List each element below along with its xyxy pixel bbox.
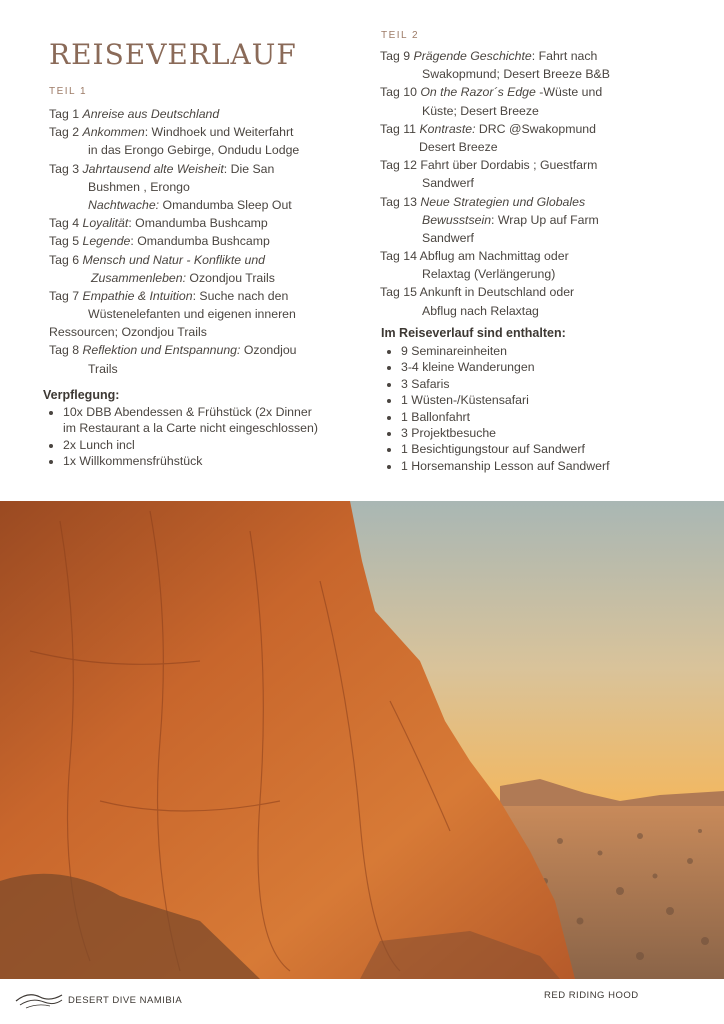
line-text: Relaxtag (Verlängerung) <box>422 267 556 282</box>
line-text: : Windhoek und Weiterfahrt <box>144 125 294 140</box>
line-text: Tag 5 <box>49 234 83 249</box>
line-emphasis: Mensch und Natur - Konflikte und <box>82 252 266 267</box>
line-text: : Wrap Up auf Farm <box>491 212 599 227</box>
line-emphasis: Kontraste: <box>419 121 476 136</box>
line-text: Ozondjou Trails <box>186 270 275 285</box>
line-emphasis: Legende <box>82 234 131 249</box>
itinerary-line <box>49 305 299 323</box>
itinerary-line <box>380 138 610 156</box>
itinerary-line <box>49 196 299 214</box>
line-text: : Omandumba Bushcamp <box>128 216 268 231</box>
list-item: im Restaurant a la Carte nicht eingeschlossen) <box>63 421 318 436</box>
itinerary-line <box>49 141 299 159</box>
itinerary-line <box>380 211 610 229</box>
line-emphasis: On the Razor´s Edge <box>420 85 536 100</box>
itinerary-line <box>380 174 610 192</box>
line-emphasis: Bewusstsein <box>422 212 492 227</box>
line-text: Bushmen , Erongo <box>88 179 190 194</box>
list-item: • 3 Projektbesuche <box>401 425 609 441</box>
line-text: Tag 1 <box>49 107 83 121</box>
line-text: Tag 3 <box>49 161 83 176</box>
itinerary-line <box>49 251 299 269</box>
line-text: : Omandumba Bushcamp <box>130 234 270 249</box>
itinerary-line <box>49 178 299 196</box>
itinerary-line <box>49 341 299 359</box>
line-text: Tag 11 <box>380 121 420 136</box>
itinerary-line <box>49 160 299 178</box>
itinerary-line <box>380 229 610 247</box>
desert-dive-logo-icon <box>14 987 64 1011</box>
line-emphasis: Zusammenleben: <box>91 270 187 285</box>
line-text: DRC @Swakopmund <box>475 121 596 136</box>
line-text: Wüstenelefanten und eigenen inneren <box>88 307 296 322</box>
line-text: Ressourcen; Ozondjou Trails <box>49 325 207 340</box>
list-item: • 1 Besichtigungstour auf Sandwerf <box>401 441 609 457</box>
line-text: Tag 15 Ankunft in Deutschland oder <box>380 285 575 300</box>
teil1-label: TEIL 1 <box>49 86 88 97</box>
itinerary-line <box>380 156 610 174</box>
itinerary-line <box>380 65 610 83</box>
list-item: • 3 Safaris <box>401 376 609 392</box>
line-text: Tag 12 Fahrt über Dordabis ; Guestfarm <box>380 158 598 173</box>
line-text: Tag 10 <box>380 85 421 100</box>
list-item: • 9 Seminareinheiten <box>401 343 609 359</box>
line-text: Desert Breeze <box>419 139 498 154</box>
line-emphasis: Prägende Geschichte <box>413 49 532 63</box>
line-text: Ozondjou <box>240 343 297 358</box>
list-item: • 1 Ballonfahrt <box>401 409 609 425</box>
itinerary-line <box>380 265 610 283</box>
itinerary-line <box>49 269 299 287</box>
line-text: Omandumba Sleep Out <box>159 197 292 212</box>
itinerary-line <box>49 287 299 305</box>
line-text: Trails <box>88 361 118 376</box>
line-text: : Fahrt nach <box>531 49 598 63</box>
itinerary-line <box>380 283 610 301</box>
line-text: Küste; Desert Breeze <box>422 103 539 118</box>
itinerary-line <box>49 360 299 378</box>
itinerary-line <box>49 105 299 123</box>
line-text: Abflug nach Relaxtag <box>422 303 539 318</box>
itinerary-line <box>380 120 610 138</box>
line-text: Sandwerf <box>422 230 474 245</box>
footer-brand: DESERT DIVE NAMIBIA <box>68 995 183 1006</box>
itinerary-line <box>380 47 610 65</box>
list-item: • 1 Horsemanship Lesson auf Sandwerf <box>401 458 609 474</box>
line-emphasis: Nachtwache: <box>88 197 160 212</box>
line-text: in das Erongo Gebirge, Ondudu Lodge <box>88 143 300 158</box>
line-emphasis: Ankommen <box>82 125 145 140</box>
line-text: Tag 8 <box>49 343 83 358</box>
footer-title: RED RIDING HOOD <box>544 990 639 1001</box>
verpflegung-heading: Verpflegung: <box>43 388 120 402</box>
line-emphasis: Reflektion und Entspannung: <box>82 343 241 358</box>
line-text: : Suche nach den <box>192 288 289 303</box>
line-text: Tag 9 <box>380 49 414 63</box>
line-emphasis: Loyalität <box>82 216 129 231</box>
itinerary-line <box>49 123 299 141</box>
itinerary-line <box>49 214 299 232</box>
verpflegung-list <box>43 404 318 470</box>
teil2-itinerary <box>380 47 610 320</box>
list-item: • 2x Lunch incl <box>63 437 318 453</box>
line-text: Swakopmund; Desert Breeze B&B <box>422 67 610 82</box>
list-item: • 10x DBB Abendessen & Frühstück (2x Dinner <box>63 404 318 420</box>
itinerary-line <box>380 83 610 101</box>
line-emphasis: Neue Strategien und Globales <box>420 194 586 209</box>
itinerary-line <box>380 193 610 211</box>
itinerary-line <box>49 323 299 341</box>
page-title: REISEVERLAUF <box>49 38 297 71</box>
line-emphasis: Empathie & Intuition <box>82 288 193 303</box>
list-item: • 1 Wüsten-/Küstensafari <box>401 392 609 408</box>
line-text: Tag 13 <box>380 194 421 209</box>
line-text: Tag 7 <box>49 288 83 303</box>
line-text: -Wüste und <box>535 85 603 100</box>
itinerary-line <box>380 302 610 320</box>
itinerary-line <box>380 102 610 120</box>
itinerary-line <box>380 247 610 265</box>
list-item: • 1x Willkommensfrühstück <box>63 453 318 469</box>
itinerary-line <box>49 232 299 250</box>
line-text: Tag 4 <box>49 216 83 231</box>
line-text: : Die San <box>223 161 275 176</box>
teil2-label: TEIL 2 <box>381 30 420 41</box>
enthalten-list <box>381 343 609 474</box>
line-text: Tag 6 <box>49 252 83 267</box>
line-text: Tag 14 Abflug am Nachmittag oder <box>380 249 569 264</box>
line-emphasis: Anreise aus Deutschland <box>82 107 220 121</box>
teil1-itinerary <box>49 105 299 378</box>
enthalten-heading: Im Reiseverlauf sind enthalten: <box>381 326 566 340</box>
line-emphasis: Jahrtausend alte Weisheit <box>82 161 224 176</box>
landscape-photo <box>0 501 724 979</box>
line-text: Tag 2 <box>49 125 83 140</box>
line-text: Sandwerf <box>422 176 474 191</box>
list-item: • 3-4 kleine Wanderungen <box>401 359 609 375</box>
